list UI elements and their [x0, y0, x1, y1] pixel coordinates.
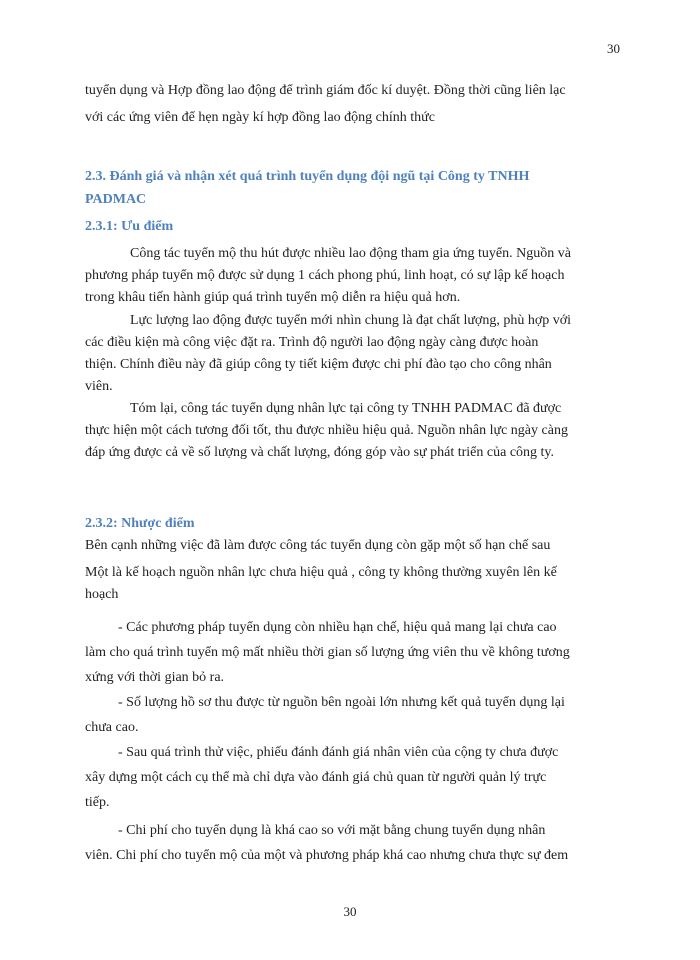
disadvantage-b4-line-1: - Chi phí cho tuyển dụng là khá cao so với mặt bằng chung tuyển dụng nhân — [118, 823, 546, 838]
advantage-p1-line-2: phương pháp tuyển mộ được sử dụng 1 cách phong phú, linh hoạt, có sự lập kế hoạch — [85, 268, 565, 283]
advantage-p3-line-1: Tóm lại, công tác tuyển dụng nhân lực tại công ty TNHH PADMAC đã được — [130, 401, 562, 416]
section-2-3-title-line-2: PADMAC — [85, 192, 147, 207]
advantage-p2-line-2: các điều kiện mà công việc đặt ra. Trình độ người lao động ngày càng được hoàn — [85, 335, 539, 350]
advantage-p2-line-3: thiện. Chính điều này đã giúp công ty tiết kiệm được chi phí đào tạo cho công nhân — [85, 357, 552, 372]
section-2-3-title-line-1: 2.3. Đánh giá và nhận xét quá trình tuyển dụng đội ngũ tại Công ty TNHH — [85, 169, 530, 184]
disadvantage-b3-line-1: - Sau quá trình thử việc, phiếu đánh đánh giá nhân viên của cộng ty chưa được — [118, 745, 559, 760]
intro-line-1: tuyển dụng và Hợp đồng lao động để trình giám đốc kí duyệt. Đồng thời cũng liên lạc — [85, 83, 566, 98]
disadvantage-b1-line-3: xứng với thời gian bỏ ra. — [85, 670, 225, 685]
disadvantage-b4-line-2: viên. Chi phí cho tuyển mộ của một và phương pháp khá cao nhưng chưa thực sự đem — [85, 848, 569, 863]
advantage-p1-line-1: Công tác tuyển mộ thu hút được nhiều lao động tham gia ứng tuyển. Nguồn và — [130, 246, 571, 261]
section-2-3-1-title: 2.3.1: Ưu điểm — [85, 219, 174, 234]
advantage-p2-line-1: Lực lượng lao động được tuyển mới nhìn chung là đạt chất lượng, phù hợp với — [130, 313, 572, 328]
disadvantage-intro: Bên cạnh những việc đã làm được công tác tuyển dụng còn gặp một số hạn chế sau — [85, 538, 551, 553]
disadvantage-b3-line-3: tiếp. — [85, 795, 110, 810]
intro-line-2: với các ứng viên để hẹn ngày kí hợp đồng lao động chính thức — [85, 110, 435, 125]
disadvantage-b3-line-2: xây dựng một cách cụ thể mà chỉ dựa vào đánh giá chủ quan từ người quản lý trực — [85, 770, 547, 785]
section-2-3-2-title: 2.3.2: Nhược điểm — [85, 516, 195, 531]
advantage-p1-line-3: trong khâu tiến hành giúp quá trình tuyển mộ diễn ra hiệu quả hơn. — [85, 290, 461, 305]
disadvantage-one-line-1: Một là kế hoạch nguồn nhân lực chưa hiệu quả , công ty không thường xuyên lên kế — [85, 565, 557, 580]
disadvantage-b1-line-1: - Các phương pháp tuyển dụng còn nhiều hạn chế, hiệu quả mang lại chưa cao — [118, 620, 557, 635]
disadvantage-b1-line-2: làm cho quá trình tuyển mộ mất nhiều thời gian số lượng ứng viên thu về không tương — [85, 645, 570, 660]
disadvantage-b2-line-1: - Số lượng hồ sơ thu được từ nguồn bên ngoài lớn nhưng kết quả tuyển dụng lại — [118, 695, 565, 710]
advantage-p2-line-4: viên. — [85, 379, 113, 394]
disadvantage-b2-line-2: chưa cao. — [85, 720, 139, 735]
disadvantage-one-line-2: hoạch — [85, 587, 119, 602]
page-number-top: 30 — [607, 41, 620, 56]
advantage-p3-line-2: thực hiện một cách tương đối tốt, thu được nhiều hiệu quả. Nguồn nhân lực ngày càng — [85, 423, 568, 438]
advantage-p3-line-3: đáp ứng được cả về số lượng và chất lượng, đóng góp vào sự phát triển của công ty. — [85, 445, 555, 460]
page-number-bottom: 30 — [343, 904, 357, 919]
